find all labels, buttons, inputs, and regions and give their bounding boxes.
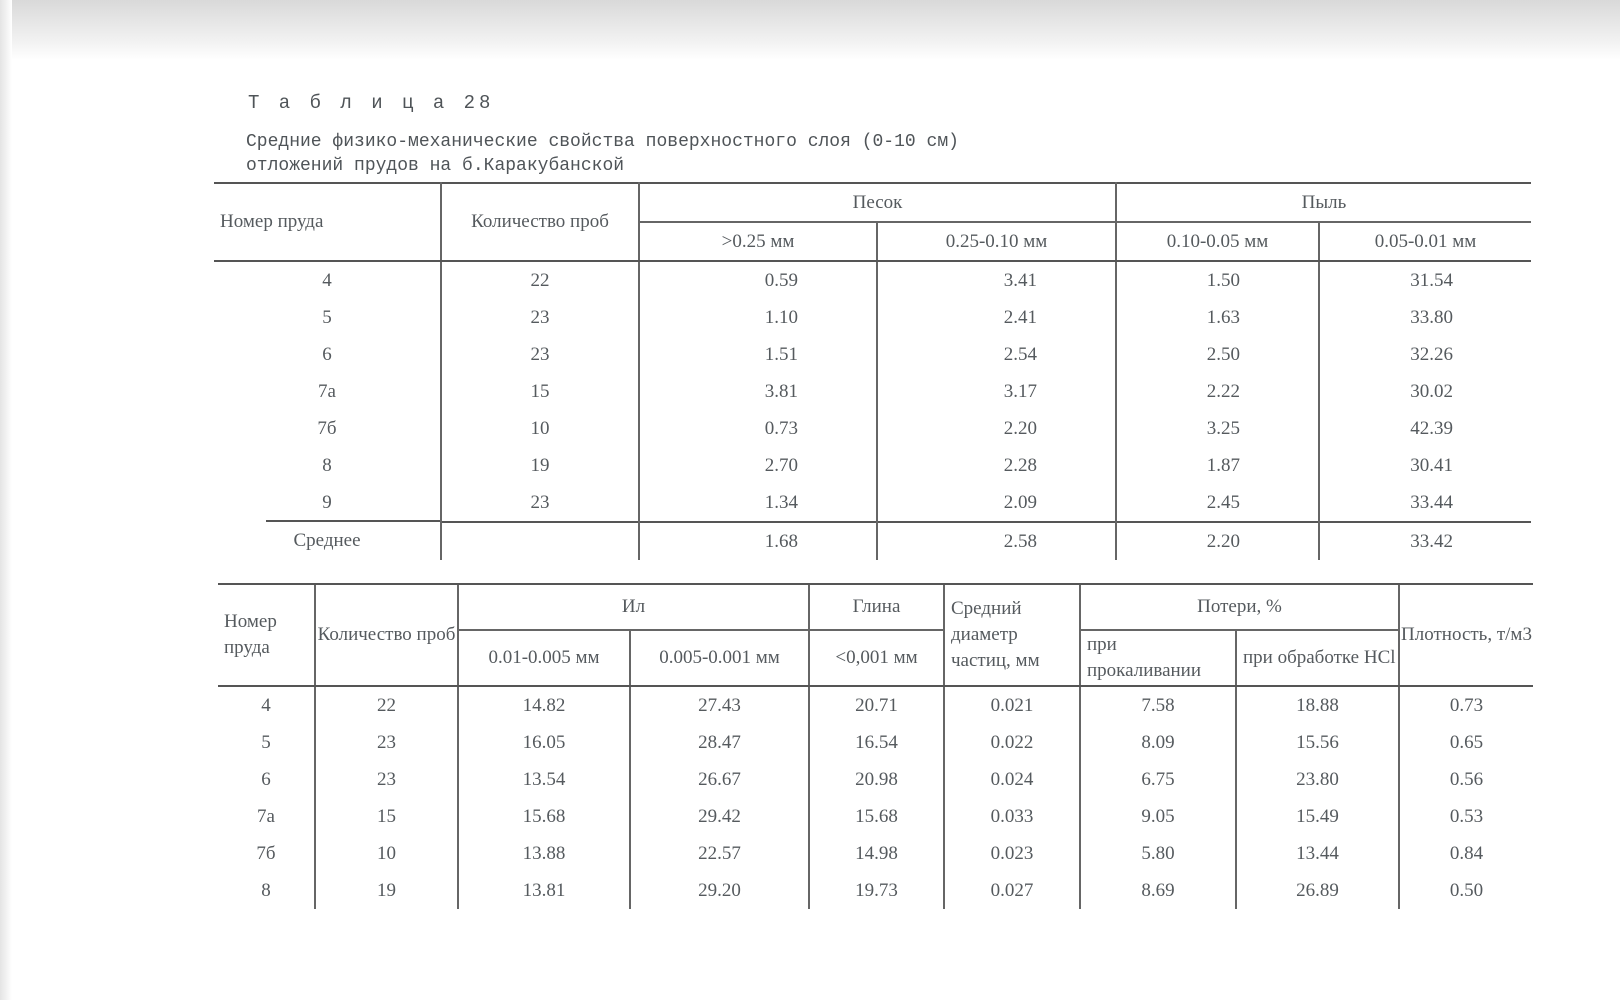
table-cell: 0.53 <box>1399 798 1533 835</box>
table-cell: 28.47 <box>630 724 809 761</box>
table-row <box>214 299 1531 336</box>
table-cell: 1.51 <box>639 336 877 373</box>
table-cell: 33.80 <box>1319 299 1531 336</box>
header-silt: Ил <box>458 584 809 630</box>
header-dust-010-005: 0.10-0.05 мм <box>1116 222 1319 261</box>
table-cell: 8 <box>322 454 332 476</box>
table-cell: 15.56 <box>1236 724 1399 761</box>
header-clay: Глина <box>809 584 944 630</box>
table-row <box>218 724 1533 761</box>
table-cell: 16.54 <box>809 724 944 761</box>
table-cell: 9.05 <box>1080 798 1236 835</box>
header-sand: Песок <box>639 183 1116 222</box>
table-row <box>218 686 1533 724</box>
table-cell: 29.42 <box>630 798 809 835</box>
table-cell: 13.81 <box>458 872 630 909</box>
table-cell: 8 <box>261 879 271 901</box>
table-cell: 3.25 <box>1116 410 1319 447</box>
table-cell: 6 <box>261 768 271 790</box>
table-cell: 14.82 <box>458 686 630 724</box>
table-cell: 15.68 <box>458 798 630 835</box>
table-cell: 19 <box>315 872 458 909</box>
table-cell: 23 <box>441 484 639 522</box>
sand-dust-table-body <box>214 261 1531 560</box>
table-cell: 0.023 <box>944 835 1080 872</box>
table-cell: 15.68 <box>809 798 944 835</box>
table-cell: 22 <box>315 686 458 724</box>
header-sample-count-2: Количество проб <box>315 584 458 686</box>
header-sample-count: Количество проб <box>441 183 639 261</box>
table-row <box>218 872 1533 909</box>
table-row <box>214 410 1531 447</box>
table-cell: 0.73 <box>639 410 877 447</box>
table-cell: 30.02 <box>1319 373 1531 410</box>
table-row <box>218 835 1533 872</box>
table-cell: 0.56 <box>1399 761 1533 798</box>
table-cell: 20.98 <box>809 761 944 798</box>
header-mean-diameter: Средний диаметр частиц, мм <box>944 584 1080 686</box>
silt-clay-table <box>218 583 1533 909</box>
header-dust-005-001: 0.05-0.01 мм <box>1319 222 1531 261</box>
table-cell: 23 <box>315 761 458 798</box>
header-dust: Пыль <box>1116 183 1531 222</box>
table-cell: 32.26 <box>1319 336 1531 373</box>
table-cell: 26.89 <box>1236 872 1399 909</box>
table-cell: 27.43 <box>630 686 809 724</box>
table-cell: 22 <box>441 261 639 299</box>
table-cell <box>441 522 639 560</box>
table-cell: 13.54 <box>458 761 630 798</box>
header-clay-lt0001: <0,001 мм <box>809 630 944 686</box>
table-cell: 2.70 <box>639 447 877 484</box>
table-cell: Среднее <box>214 522 441 560</box>
table-cell: 33.44 <box>1319 484 1531 522</box>
header-pond-number-2 <box>218 584 315 686</box>
table-cell: 16.05 <box>458 724 630 761</box>
table-cell: 5 <box>261 731 271 753</box>
table-cell: 15 <box>441 373 639 410</box>
table-cell: 15 <box>315 798 458 835</box>
table-cell: 0.033 <box>944 798 1080 835</box>
table-cell: 3.17 <box>877 373 1116 410</box>
table-cell: 23 <box>441 336 639 373</box>
table-cell: 7.58 <box>1080 686 1236 724</box>
table-cell: 26.67 <box>630 761 809 798</box>
table-cell: 31.54 <box>1319 261 1531 299</box>
table-cell: 13.88 <box>458 835 630 872</box>
header-sand-025-010: 0.25-0.10 мм <box>877 222 1116 261</box>
header-sand-gt025: >0.25 мм <box>639 222 877 261</box>
table-cell: 3.41 <box>877 261 1116 299</box>
table-cell: 20.71 <box>809 686 944 724</box>
table-cell: 23 <box>315 724 458 761</box>
table-cell: 23.80 <box>1236 761 1399 798</box>
table-cell: 8.09 <box>1080 724 1236 761</box>
table-row <box>214 484 1531 522</box>
silt-clay-table-body <box>218 686 1533 909</box>
table-cell: 7а <box>257 805 275 827</box>
header-losses: Потери, % <box>1080 584 1399 630</box>
table-row <box>214 261 1531 299</box>
table-cell: 2.09 <box>877 484 1116 522</box>
table-cell: 30.41 <box>1319 447 1531 484</box>
table-row <box>214 522 1531 560</box>
table-cell: 0.50 <box>1399 872 1533 909</box>
table-cell: 4 <box>261 694 271 716</box>
table-row <box>214 336 1531 373</box>
table-cell: 22.57 <box>630 835 809 872</box>
table-cell: 13.44 <box>1236 835 1399 872</box>
table-cell: 0.84 <box>1399 835 1533 872</box>
table-cell: 3.81 <box>639 373 877 410</box>
table-cell: 2.20 <box>877 410 1116 447</box>
table-cell: 14.98 <box>809 835 944 872</box>
header-loss-hcl: при обработке HCl <box>1236 630 1399 686</box>
table-cell: 1.63 <box>1116 299 1319 336</box>
table-cell: 23 <box>441 299 639 336</box>
table-row <box>214 447 1531 484</box>
table-cell: 18.88 <box>1236 686 1399 724</box>
table-cell: 1.10 <box>639 299 877 336</box>
table-cell: 0.022 <box>944 724 1080 761</box>
table-title <box>246 130 959 178</box>
table-cell: 9 <box>322 492 332 513</box>
table-cell: 15.49 <box>1236 798 1399 835</box>
table-cell: 7б <box>317 417 337 439</box>
table-cell: 6.75 <box>1080 761 1236 798</box>
table-cell: 5 <box>322 306 332 328</box>
table-cell: 0.021 <box>944 686 1080 724</box>
header-loss-ignition: при прокаливании <box>1080 630 1236 686</box>
sand-dust-table <box>214 182 1531 560</box>
table-cell: 2.20 <box>1116 522 1319 560</box>
table-cell: 33.42 <box>1319 522 1531 560</box>
header-pond-number-2-label: Номер пруда <box>224 611 277 658</box>
table-cell: 29.20 <box>630 872 809 909</box>
table-cell: 42.39 <box>1319 410 1531 447</box>
table-cell: 7а <box>318 380 336 402</box>
table-cell: 2.41 <box>877 299 1116 336</box>
table-cell: 0.73 <box>1399 686 1533 724</box>
header-pond-number: Номер пруда <box>214 183 441 261</box>
table-cell: 2.28 <box>877 447 1116 484</box>
table-cell: 0.027 <box>944 872 1080 909</box>
table-cell: 0.024 <box>944 761 1080 798</box>
table-cell: 19.73 <box>809 872 944 909</box>
table-cell: 1.34 <box>639 484 877 522</box>
table-cell: 1.68 <box>639 522 877 560</box>
table-cell: 1.50 <box>1116 261 1319 299</box>
table-cell: 19 <box>441 447 639 484</box>
table-cell: 2.50 <box>1116 336 1319 373</box>
table-cell: 10 <box>315 835 458 872</box>
table-cell: 0.65 <box>1399 724 1533 761</box>
table-cell: 6 <box>322 343 332 365</box>
table-row <box>218 761 1533 798</box>
table-cell: 10 <box>441 410 639 447</box>
header-silt-001-0005: 0.01-0.005 мм <box>458 630 630 686</box>
table-number: Т а б л и ц а 28 <box>248 92 495 114</box>
table-cell: 2.45 <box>1116 484 1319 522</box>
table-cell: 0.59 <box>639 261 877 299</box>
table-cell: 2.22 <box>1116 373 1319 410</box>
header-silt-0005-0001: 0.005-0.001 мм <box>630 630 809 686</box>
table-cell: 4 <box>322 269 332 291</box>
table-cell: 2.54 <box>877 336 1116 373</box>
table-title-line-2: отложений прудов на б.Каракубанской <box>246 156 625 176</box>
table-cell: 1.87 <box>1116 447 1319 484</box>
table-cell: 5.80 <box>1080 835 1236 872</box>
table-cell: 7б <box>256 842 276 864</box>
table-cell: 2.58 <box>877 522 1116 560</box>
table-cell: 8.69 <box>1080 872 1236 909</box>
table-title-line-1: Средние физико-механические свойства поверхностного слоя (0-10 см) <box>246 132 959 152</box>
header-density: Плотность, т/м3 <box>1399 584 1533 686</box>
table-row <box>218 798 1533 835</box>
table-row <box>214 373 1531 410</box>
